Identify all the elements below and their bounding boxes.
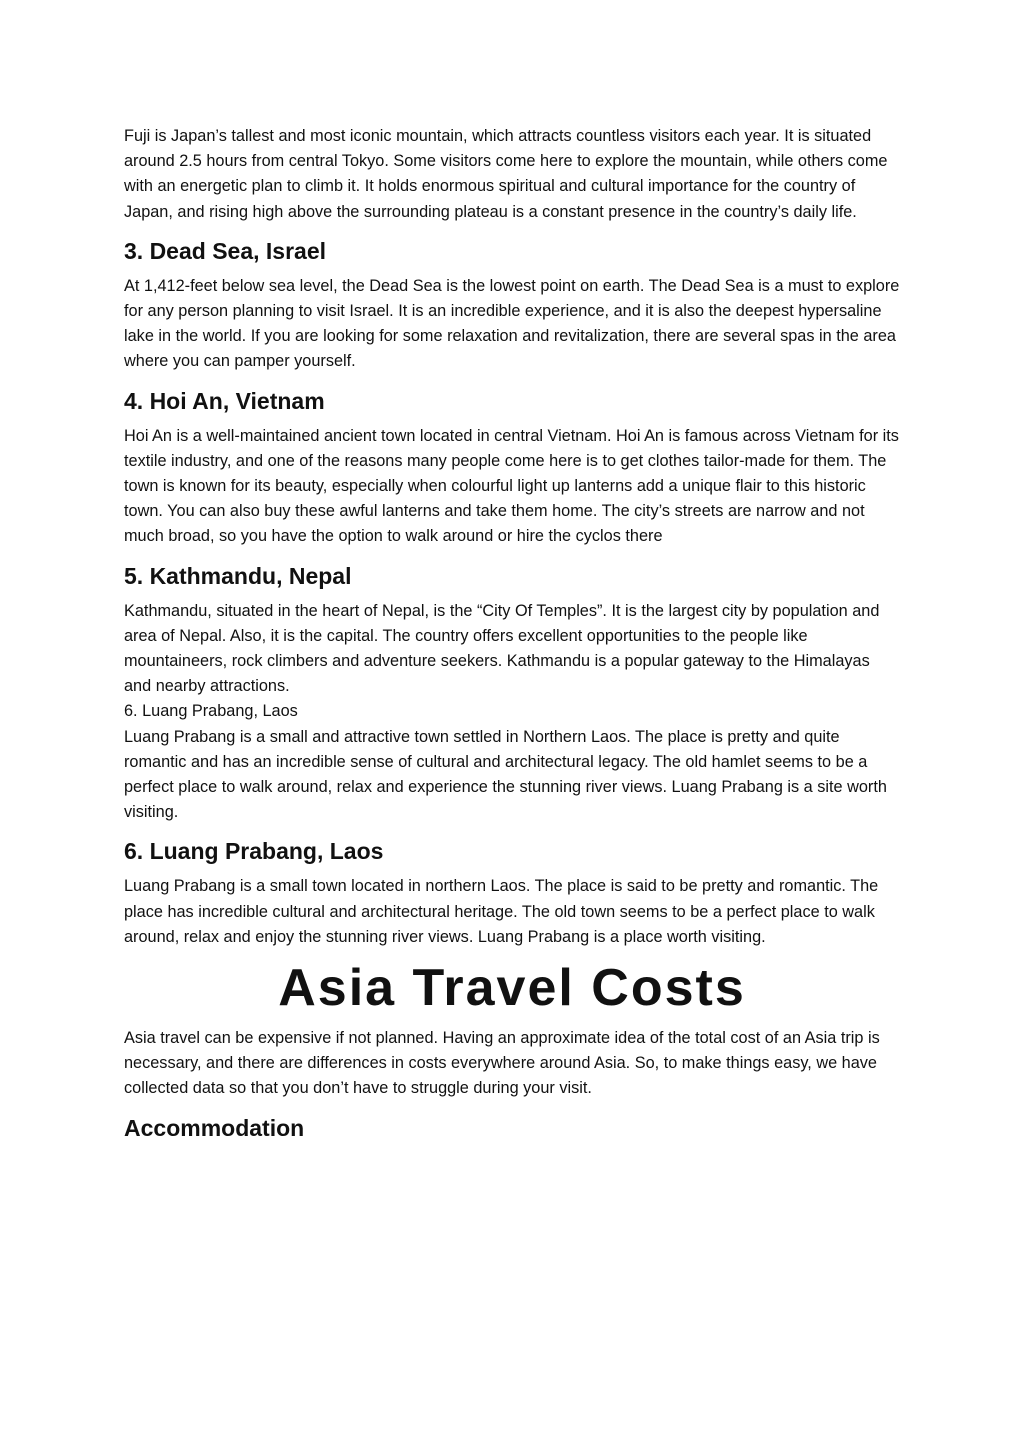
inline-subheading-luang-prabang: 6. Luang Prabang, Laos — [124, 702, 298, 721]
heading-hoi-an: 4. Hoi An, Vietnam — [124, 387, 325, 414]
inline-text-luang-prabang: Luang Prabang is a small and attractive town settled in Northern Laos. The place is pretty and quite romantic and has an incredible sense of cultural and architectural legacy. The old hamlet seems to be a perfect place to walk around, relax and experience the stunning river views. Luang Prabang is a site worth visiting. — [124, 727, 887, 822]
paragraph-dead-sea: At 1,412-feet below sea level, the Dead Sea is the lowest point on earth. The Dead Sea is a must to explore for any person planning to visit Israel. It is an incredible experience, and it is also the deepest hypersaline lake in the world. If you are looking for some relaxation and revitalization, there are several spas in the area where you can pamper yourself. — [124, 276, 900, 371]
heading-dead-sea: 3. Dead Sea, Israel — [124, 237, 327, 264]
paragraph-travel-costs: Asia travel can be expensive if not planned. Having an approximate idea of the total cost of an Asia trip is necessary, and there are differences in costs everywhere around Asia. So, to make things easy, we have collected data so that you don’t have to struggle during your visit. — [124, 1029, 880, 1098]
paragraph-kathmandu — [124, 599, 900, 826]
heading-kathmandu: 5. Kathmandu, Nepal — [124, 562, 352, 589]
heading-accommodation: Accommodation — [124, 1114, 305, 1141]
intro-paragraph: Fuji is Japan’s tallest and most iconic mountain, which attracts countless visitors each year. It is situated around 2.5 hours from central Tokyo. Some visitors come here to explore the mountain, while others come with an energetic plan to climb it. It holds enormous spiritual and cultural importance for the country of Japan, and rising high above the surrounding plateau is a constant presence in the country’s daily life. — [124, 127, 888, 221]
paragraph-hoi-an: Hoi An is a well-maintained ancient town located in central Vietnam. Hoi An is famous across Vietnam for its textile industry, and one of the reasons many people come here is to get clothes tailor-made for them. The town is known for its beauty, especially when colourful light up lanterns add a unique flair to this historic town. You can also buy these awful lanterns and take them home. The city’s streets are narrow and not much broad, so you have the option to walk around or hire the cyclos there — [124, 426, 899, 546]
page-content — [124, 124, 900, 1151]
heading-luang-prabang: 6. Luang Prabang, Laos — [124, 838, 384, 865]
kathmandu-text: Kathmandu, situated in the heart of Nepal, is the “City Of Temples”. It is the largest city by population and area of Nepal. Also, it is the capital. The country offers excellent opportunities to the people like mountaineers, rock climbers and adventure seekers. Kathmandu is a popular gateway to the Himalayas and nearby attractions. — [124, 601, 880, 696]
paragraph-luang-prabang: Luang Prabang is a small town located in northern Laos. The place is said to be pretty and romantic. The place has incredible cultural and architectural heritage. The old town seems to be a perfect place to walk around, relax and enjoy the stunning river views. Luang Prabang is a place worth visiting. — [124, 877, 879, 946]
title-asia-travel-costs: Asia Travel Costs — [278, 959, 746, 1018]
